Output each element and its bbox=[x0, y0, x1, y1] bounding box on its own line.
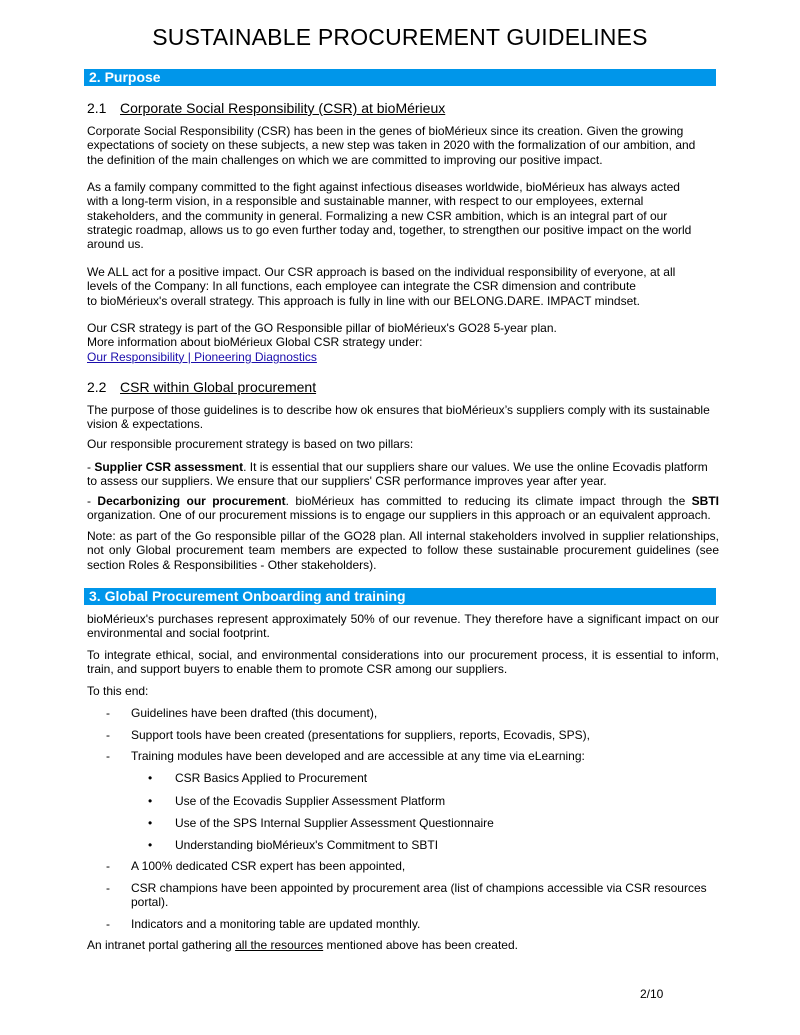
subheading-number: 2.1 bbox=[87, 100, 107, 116]
pillar-text: . It is essential that our suppliers share our values. We use the online Ecovadis platform bbox=[243, 460, 708, 474]
subheading-number: 2.2 bbox=[87, 379, 107, 395]
list-item-text: Training modules have been developed and are accessible at any time via eLearning: bbox=[131, 749, 585, 763]
paragraph-csr-intro bbox=[87, 124, 719, 167]
paragraph-positive-impact bbox=[87, 265, 719, 308]
training-module-text: Use of the SPS Internal Supplier Assessment Questionnaire bbox=[175, 816, 494, 830]
paragraph-intranet-portal bbox=[87, 938, 719, 952]
bullet-icon: • bbox=[148, 771, 153, 785]
training-module-text: Use of the Ecovadis Supplier Assessment Platform bbox=[175, 794, 446, 808]
text-line: As a family company committed to the fight against infectious diseases worldwide, bioMérieux has always acted bbox=[87, 180, 680, 194]
paragraph-purchases: bioMérieux's purchases represent approximately 50% of our revenue. They therefore have a significant impact on our environmental and social footprint. bbox=[87, 612, 719, 641]
text-line: expectations of society on these subjects, a new step was taken in 2020 with the formalization of our ambition, and bbox=[87, 138, 696, 153]
list-item-text: CSR champions have been appointed by procurement area (list of champions accessible via CSR resources portal). bbox=[131, 881, 707, 910]
sbti-label: SBTI bbox=[691, 494, 719, 508]
paragraph-to-this-end: To this end: bbox=[87, 684, 149, 698]
dash-marker: - bbox=[106, 859, 110, 873]
text-line: the definition of the main challenges on which we are committed to improving our positive impact. bbox=[87, 152, 603, 167]
text-fragment: An intranet portal gathering bbox=[87, 938, 236, 952]
paragraph-guidelines-purpose bbox=[87, 403, 719, 432]
paragraph-note: Note: as part of the Go responsible pillar of the GO28 plan. All internal stakeholders involved in supplier relationships, not only Global procurement team members are expected to follow these sustainable procurement guidelines (see section Roles & Responsibilities - Other stakeholders). bbox=[87, 529, 719, 572]
page-number: 2/10 bbox=[640, 987, 664, 1001]
list-item-text: Support tools have been created (presentations for suppliers, reports, Ecovadis, SPS), bbox=[131, 728, 590, 742]
resources-link[interactable]: all the resources bbox=[235, 938, 324, 952]
dash-marker: - bbox=[106, 881, 110, 895]
pillar-text: organization. One of our procurement missions is to engage our suppliers in this approach or an equivalent approach. bbox=[87, 508, 711, 523]
dash-marker: - bbox=[106, 728, 110, 742]
text-fragment: mentioned above has been created. bbox=[323, 938, 518, 952]
bullet-icon: • bbox=[148, 816, 153, 830]
section-heading-onboarding: 3. Global Procurement Onboarding and training bbox=[84, 588, 716, 605]
text-line: vision & expectations. bbox=[87, 417, 204, 432]
dash-marker: - bbox=[106, 917, 110, 931]
paragraph-integrate: To integrate ethical, social, and environmental considerations into our procurement process, it is essential to inform, train, and support buyers to enable them to promote CSR among our suppliers. bbox=[87, 648, 719, 677]
list-item-text: A 100% dedicated CSR expert has been appointed, bbox=[131, 859, 406, 873]
bullet-icon: • bbox=[148, 794, 153, 808]
text-line: We ALL act for a positive impact. Our CSR approach is based on the individual responsibility of everyone, at all bbox=[87, 265, 676, 279]
training-module-text: CSR Basics Applied to Procurement bbox=[175, 771, 368, 785]
dash-marker: - bbox=[106, 706, 110, 720]
list-item-text: Indicators and a monitoring table are updated monthly. bbox=[131, 917, 421, 931]
subheading-2-1 bbox=[87, 100, 445, 116]
page-title: SUSTAINABLE PROCUREMENT GUIDELINES bbox=[152, 24, 648, 50]
paragraph-csr-strategy bbox=[87, 321, 719, 364]
text-line: to assess our suppliers. We ensure that our suppliers' CSR performance improves year after year. bbox=[87, 474, 607, 489]
text-line: around us. bbox=[87, 237, 144, 252]
section-heading-purpose: 2. Purpose bbox=[84, 69, 716, 86]
text-line: strategic roadmap, allows us to go even further today and, together, to strengthen our positive impact on the world bbox=[87, 222, 692, 237]
text-line: Corporate Social Responsibility (CSR) has been in the genes of bioMérieux since its creation. Given the growing bbox=[87, 124, 684, 138]
subheading-title: CSR within Global procurement bbox=[120, 379, 317, 395]
text-line: to bioMérieux's overall strategy. This approach is fully in line with our BELONG.DARE. IMPACT mindset. bbox=[87, 293, 640, 308]
paragraph-two-pillars: Our responsible procurement strategy is based on two pillars: bbox=[87, 437, 414, 451]
text-line: Our CSR strategy is part of the GO Responsible pillar of bioMérieux's GO28 5-year plan. bbox=[87, 321, 557, 335]
pillar-text: . bioMérieux has committed to reducing its climate impact through the bbox=[285, 494, 692, 508]
pillar-dash: - bbox=[87, 494, 98, 508]
training-module-text: Understanding bioMérieux's Commitment to SBTI bbox=[175, 838, 439, 852]
text-line: levels of the Company: In all functions, each employee can integrate the CSR dimension and contribute bbox=[87, 279, 636, 294]
pillar-title: Supplier CSR assessment bbox=[94, 460, 244, 474]
pillar-supplier-assessment bbox=[87, 460, 719, 489]
dash-marker: - bbox=[106, 749, 110, 763]
paragraph-family-company bbox=[87, 180, 719, 251]
text-line: The purpose of those guidelines is to describe how ok ensures that bioMérieux’s suppliers comply with its sustainable bbox=[87, 403, 710, 417]
pillar-title: Decarbonizing our procurement bbox=[97, 494, 286, 508]
pillar-dash: - bbox=[87, 460, 95, 474]
text-line: stakeholders, and the community in general. Formalizing a new CSR ambition, which is an integral part of our bbox=[87, 208, 668, 223]
subheading-2-2 bbox=[87, 379, 316, 395]
text-line: More information about bioMérieux Global CSR strategy under: bbox=[87, 335, 423, 350]
list-item-text: Guidelines have been drafted (this document), bbox=[131, 706, 378, 720]
subheading-title: Corporate Social Responsibility (CSR) at bioMérieux bbox=[120, 100, 446, 116]
pillar-decarbonizing bbox=[87, 494, 719, 523]
text-line: with a long-term vision, in a responsible and sustainable manner, with respect to our employees, external bbox=[87, 194, 644, 209]
bullet-icon: • bbox=[148, 838, 153, 852]
responsibility-link[interactable]: Our Responsibility | Pioneering Diagnostics bbox=[87, 349, 317, 364]
